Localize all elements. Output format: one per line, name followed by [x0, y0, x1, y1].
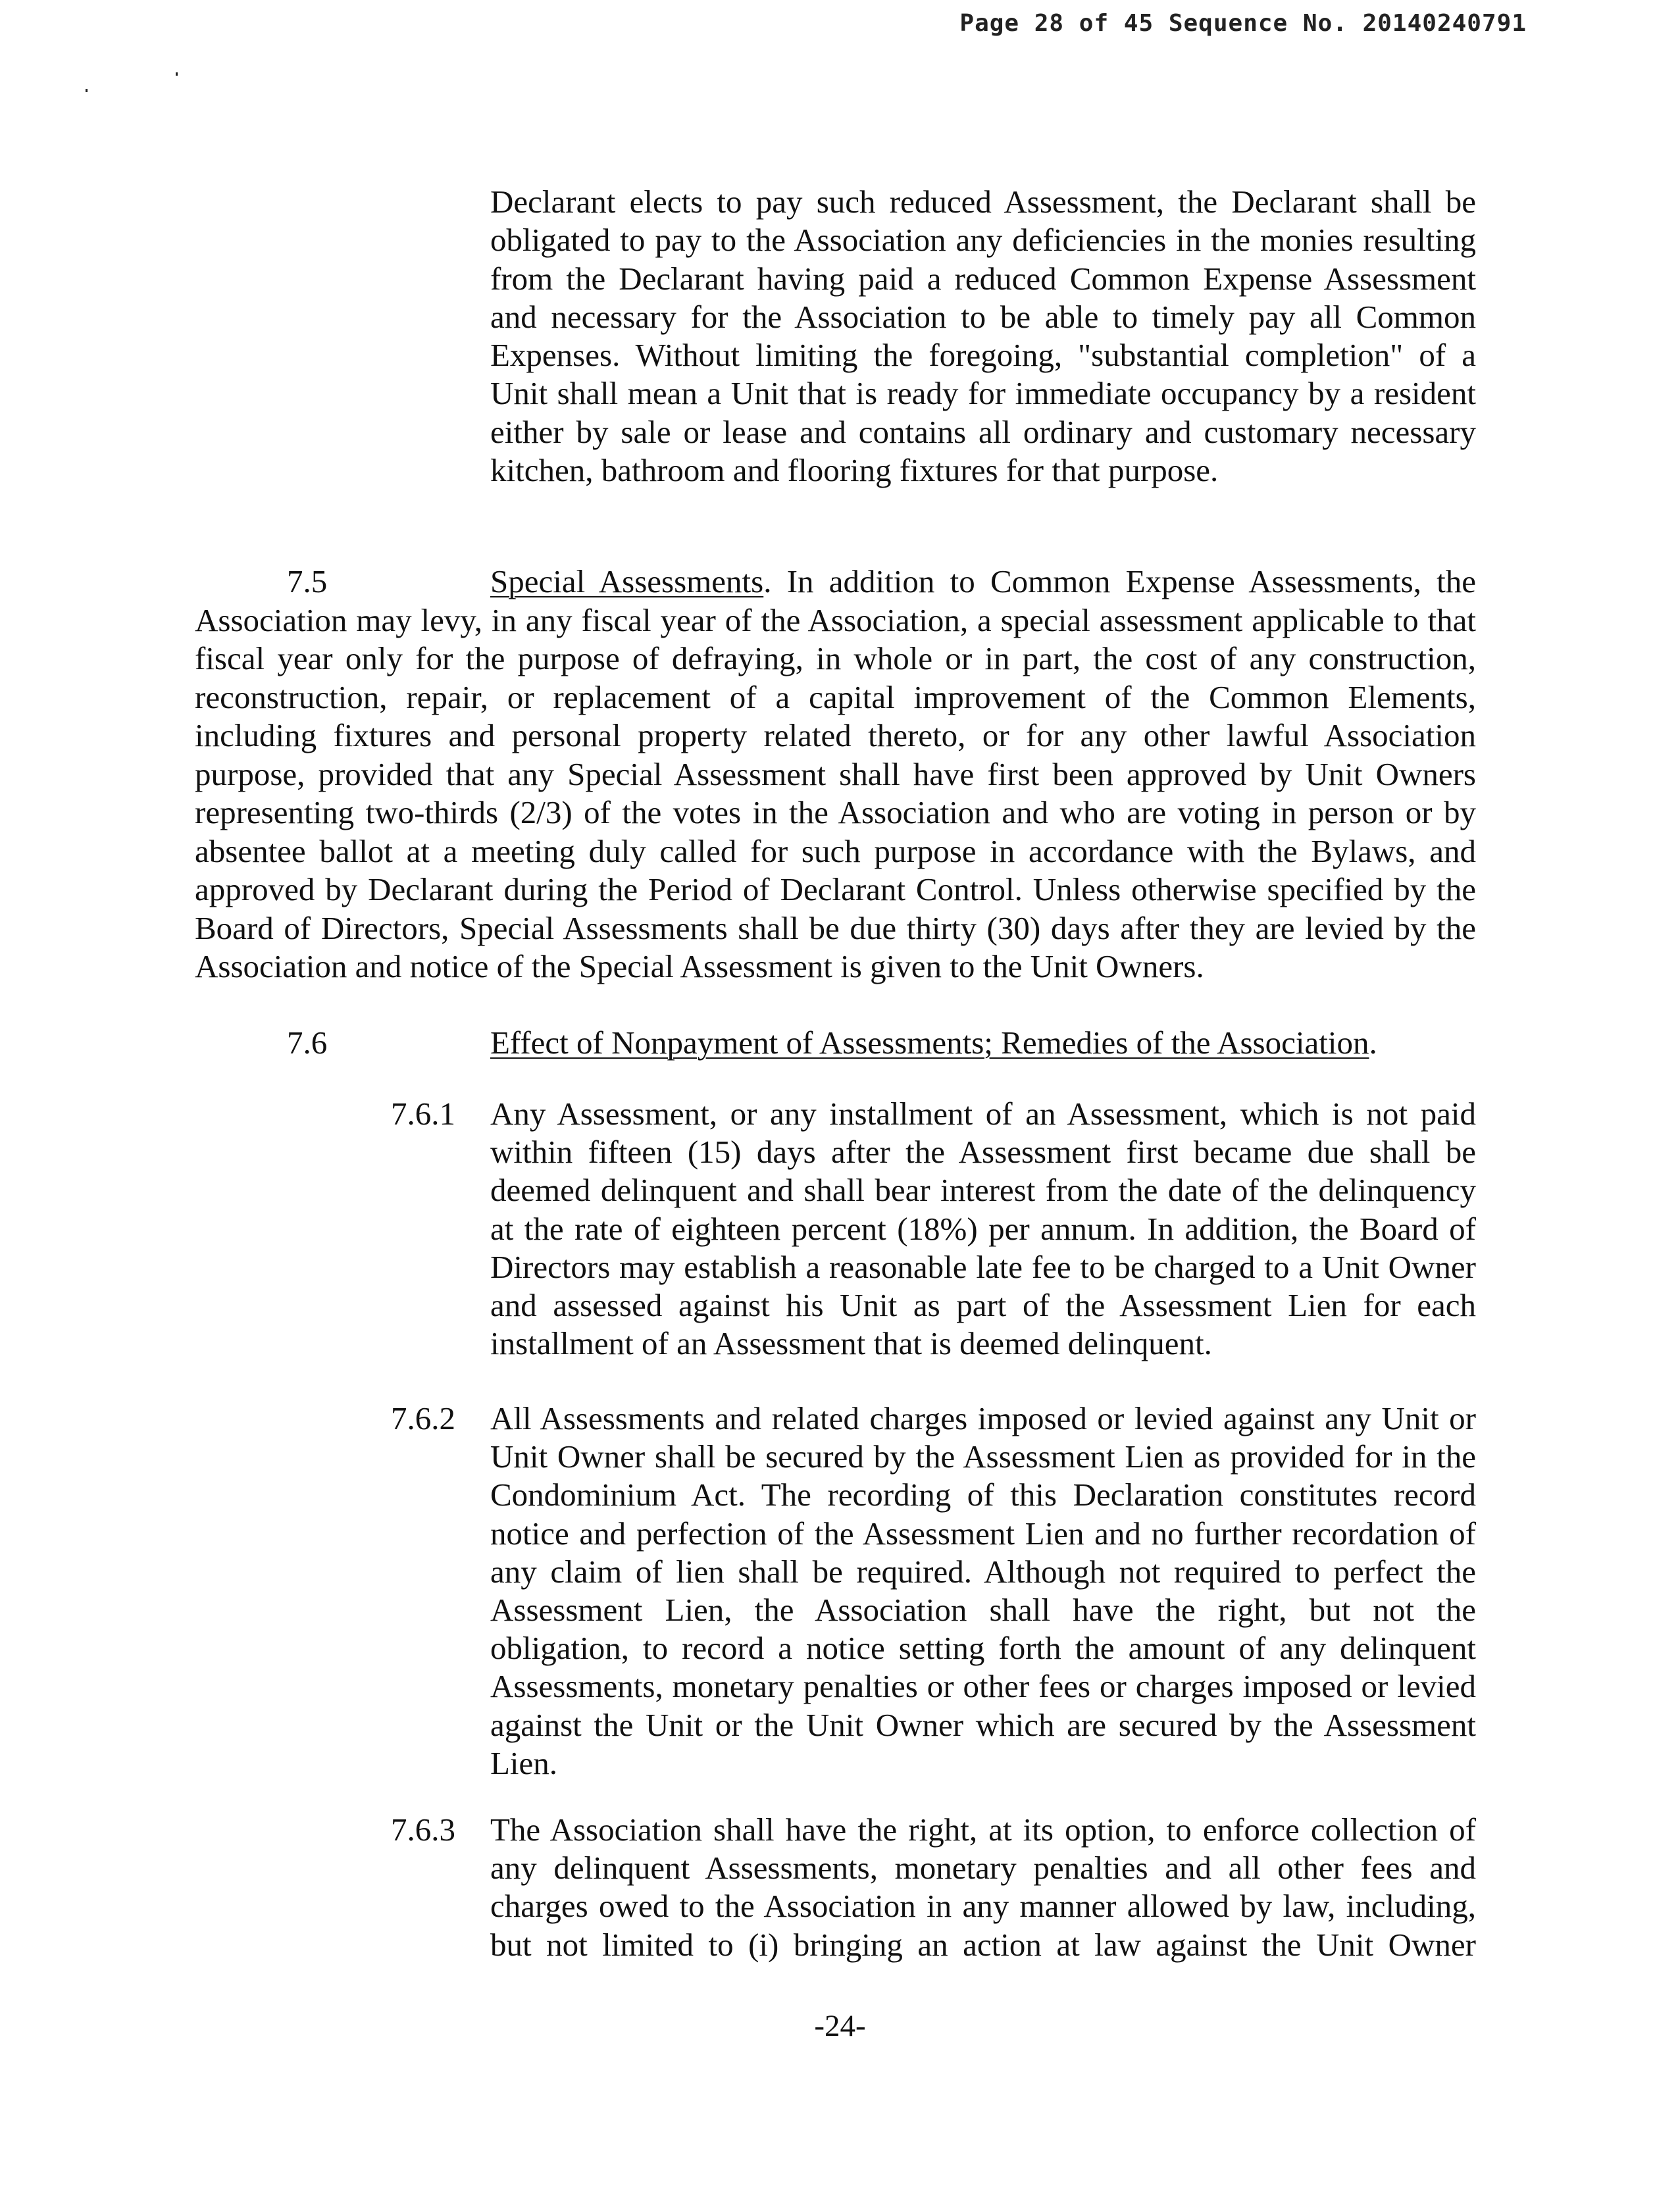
page-sequence-header: Page 28 of 45 Sequence No. 20140240791 [959, 10, 1527, 37]
scan-speck [176, 72, 178, 76]
subsection-number: 7.6.2 [391, 1400, 455, 1436]
section-number: 7.5 [287, 563, 328, 599]
subsection-text: Any Assessment, or any installment of an Assessment, which is not paid within fifteen (15) days after the Assessment first became due shall be deemed delinquent and shall bear interest from the date of the delinquency at the rate of eighteen percent (18%) per annum. In addition, the Board of Directors may establish a reasonable late fee to be charged to a Unit Owner and assessed against his Unit as part of the Assessment Lien for each installment of an Assessment that is deemed delinquent. [490, 1096, 1476, 1362]
subsection-number: 7.6.3 [391, 1811, 455, 1848]
subsection-7-6-1 [391, 1095, 1476, 1363]
section-number: 7.6 [287, 1025, 328, 1061]
scan-speck [86, 89, 88, 92]
section-body: In addition to Common Expense Assessments, the Association may levy, in any fiscal year of the Association, a special assessment applicable to that fiscal year only for the purpose of defraying, in whole or in part, the cost of any construction, reconstruction, repair, or replacement of a capital improvement of the Common Elements, including fixtures and personal property related thereto, or for any other lawful Association purpose, provided that any Special Assessment shall have first been approved by Unit Owners representing two-thirds (2/3) of the votes in the Association and who are voting in person or by absentee ballot at a meeting duly called for such purpose in accordance with the Bylaws, and approved by Declarant during the Period of Declarant Control. Unless otherwise specified by the Board of Directors, Special Assessments shall be due thirty (30) days after they are levied by the Association and notice of the Special Assessment is given to the Unit Owners. [195, 563, 1477, 984]
section-title: Special Assessments [490, 563, 764, 599]
section-7-5: 7.5 Special Assessments. In addition to Common Expense Assessments, the Association may levy, in any fiscal year of the Association, a special assessment applicable to that fiscal year only for the purpose of defraying, in whole or in part, the cost of any construction, reconstruction, repair, or replacement of a capital improvement of the Common Elements, including fixtures and personal property related thereto, or for any other lawful Association purpose, provided that any Special Assessment shall have first been approved by Unit Owners representing two-thirds (2/3) of the votes in the Association and who are voting in person or by absentee ballot at a meeting duly called for such purpose in accordance with the Bylaws, and approved by Declarant during the Period of Declarant Control. Unless otherwise specified by the Board of Directors, Special Assessments shall be due thirty (30) days after they are levied by the Association and notice of the Special Assessment is given to the Unit Owners. [195, 563, 1477, 984]
subsection-7-6-3 [391, 1811, 1476, 1964]
section-title: Effect of Nonpayment of Assessments; Remedies of the Association [490, 1025, 1369, 1061]
continued-paragraph: Declarant elects to pay such reduced Assessment, the Declarant shall be obligated to pay to the Association any deficiencies in the monies resulting from the Declarant having paid a reduced Common Expense Assessment and necessary for the Association to be able to timely pay all Common Expenses. Without limiting the foregoing, "substantial completion" of a Unit shall mean a Unit that is ready for immediate occupancy by a resident either by sale or lease and contains all ordinary and customary necessary kitchen, bathroom and flooring fixtures for that purpose. [490, 184, 1476, 489]
subsection-7-6-2 [391, 1400, 1476, 1783]
page-number-footer: -24- [814, 2009, 866, 2043]
subsection-text: All Assessments and related charges imposed or levied against any Unit or Unit Owner shall be secured by the Assessment Lien as provided for in the Condominium Act. The recording of this Declaration constitutes record notice and perfection of the Assessment Lien and no further recordation of any claim of lien shall be required. Although not required to perfect the Assessment Lien, the Association shall have the right, but not the obligation, to record a notice setting forth the amount of any delinquent Assessments, monetary penalties or other fees or charges imposed or levied against the Unit or the Unit Owner which are secured by the Assessment Lien. [490, 1400, 1476, 1781]
subsection-number: 7.6.1 [391, 1096, 455, 1132]
subsection-text: The Association shall have the right, at its option, to enforce collection of any delinquent Assessments, monetary penalties and all other fees and charges owed to the Association in any manner allowed by law, including, but not limited to (i) bringing an action at law against the Unit Owner [490, 1811, 1476, 1963]
section-7-6-heading: 7.6 Effect of Nonpayment of Assessments; Remedies of the Association. [287, 1025, 1377, 1061]
